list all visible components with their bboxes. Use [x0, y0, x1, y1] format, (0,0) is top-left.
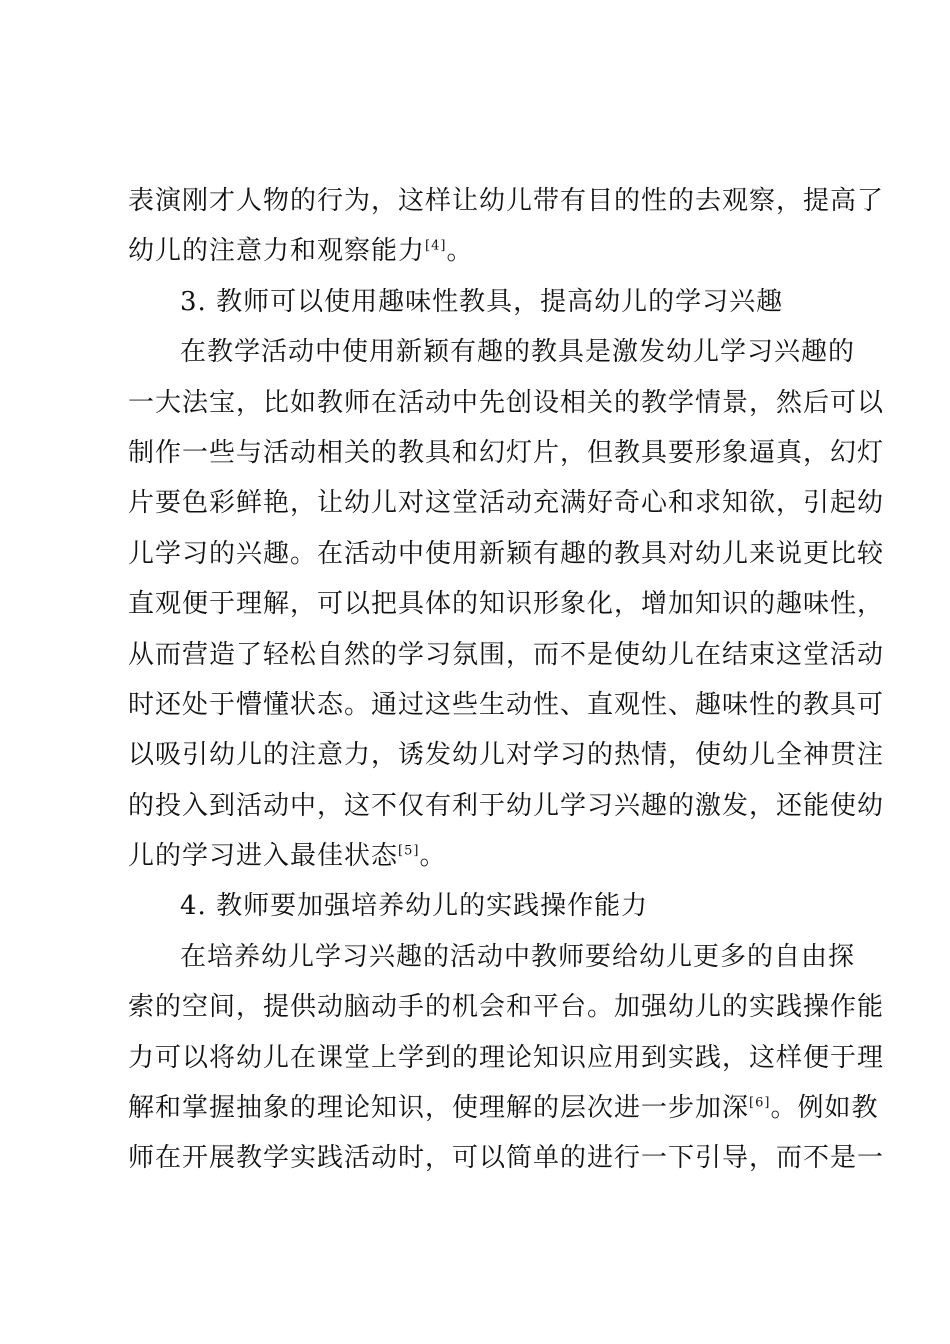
text-line: 直观便于理解，可以把具体的知识形象化，增加知识的趣味性，	[128, 589, 885, 620]
text-line: 索的空间，提供动脑动手的机会和平台。加强幼儿的实践操作能	[128, 992, 885, 1023]
text-line: 力可以将幼儿在课堂上学到的理论知识应用到实践，这样便于理	[128, 1042, 885, 1073]
text-line: 表演刚才人物的行为，这样让幼儿带有目的性的去观察，提高了	[128, 186, 885, 216]
text-line: 一大法宝，比如教师在活动中先创设相关的教学情景，然后可以	[128, 387, 885, 418]
text-line: 在培养幼儿学习兴趣的活动中教师要给幼儿更多的自由探	[180, 941, 856, 972]
text-line: 的投入到活动中，这不仅有利于幼儿学习兴趣的激发，还能使幼	[128, 790, 885, 821]
text-line: 片要色彩鲜艳，让幼儿对这堂活动充满好奇心和求知欲，引起幼	[128, 488, 885, 519]
citation-ref: [4]	[425, 238, 447, 254]
text-line: 制作一些与活动相关的教具和幻灯片，但教具要形象逼真，幻灯	[128, 437, 885, 468]
text-line: 幼儿的注意力和观察能力[4]。	[128, 236, 474, 267]
text-line: 儿学习的兴趣。在活动中使用新颖有趣的教具对幼儿来说更比较	[128, 538, 885, 569]
text-line: 师在开展教学实践活动时，可以简单的进行一下引导，而不是一	[128, 1143, 885, 1174]
text-line: 儿的学习进入最佳状态[5]。	[128, 841, 447, 872]
body-text	[128, 176, 885, 1184]
text-line: 在教学活动中使用新颖有趣的教具是激发幼儿学习兴趣的	[180, 337, 856, 368]
section-heading: 4. 教师要加强培养幼儿的实践操作能力	[180, 891, 649, 922]
section-heading: 3. 教师可以使用趣味性教具，提高幼儿的学习兴趣	[180, 286, 784, 317]
text-line: 时还处于懵懂状态。通过这些生动性、直观性、趣味性的教具可	[128, 689, 885, 720]
text-line: 解和掌握抽象的理论知识，使理解的层次进一步加深[6]。例如教	[128, 1093, 879, 1124]
text-line: 从而营造了轻松自然的学习氛围，而不是使幼儿在结束这堂活动	[128, 639, 885, 670]
text-line: 以吸引幼儿的注意力，诱发幼儿对学习的热情，使幼儿全神贯注	[128, 740, 885, 771]
citation-ref: [5]	[398, 843, 420, 859]
citation-ref: [6]	[749, 1095, 771, 1111]
